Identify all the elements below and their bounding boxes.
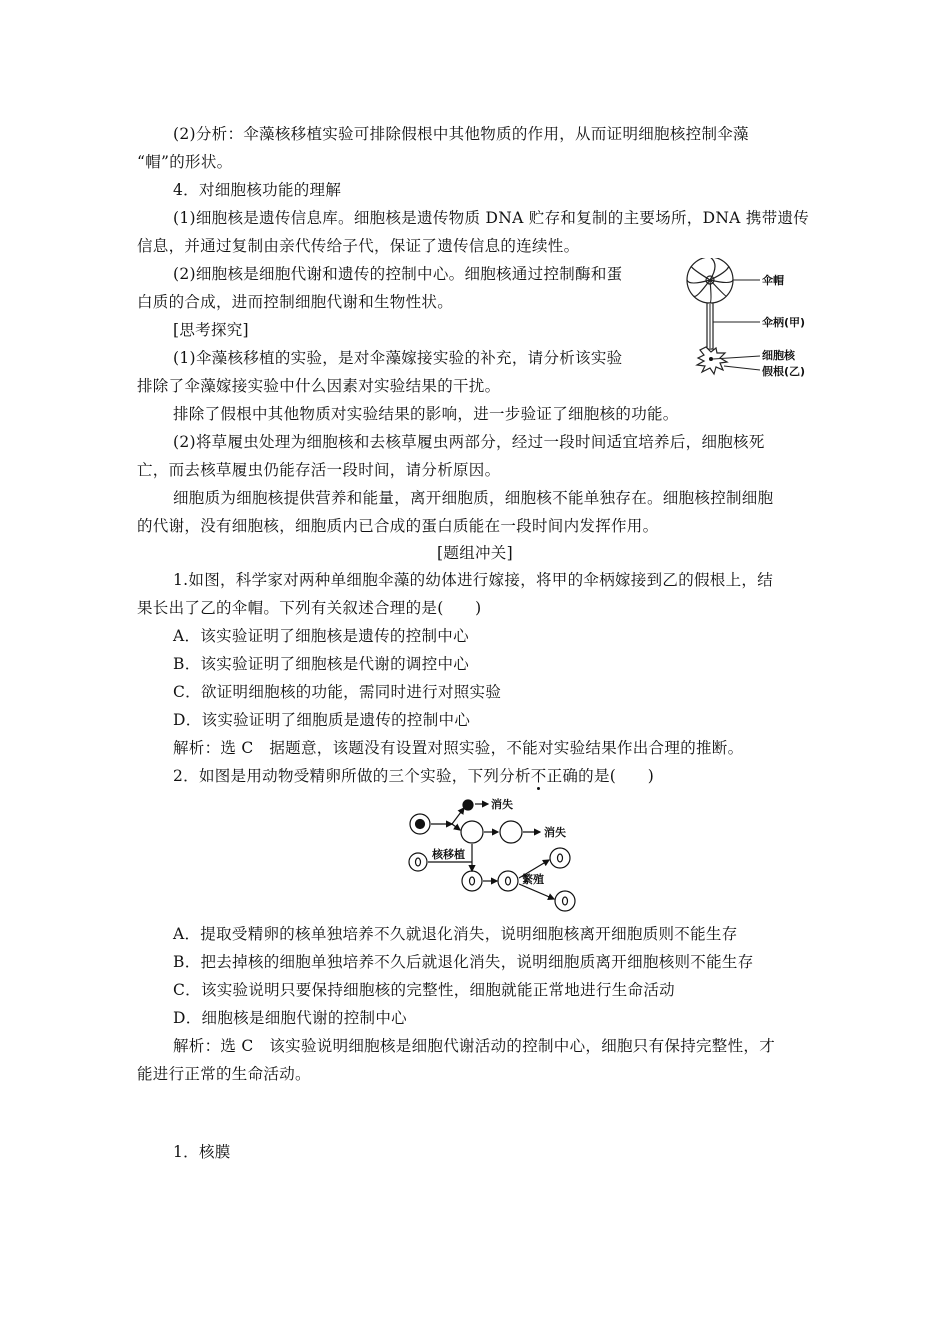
text-line: 亡，而去核草履虫仍能存活一段时间，请分析原因。 <box>137 461 501 479</box>
umbrella-alga-figure <box>680 258 820 383</box>
option-c: C．该实验说明只要保持细胞核的完整性，细胞就能正常地进行生命活动 <box>173 981 675 999</box>
option-d: D．细胞核是细胞代谢的控制中心 <box>173 1009 407 1027</box>
recombined-cell <box>462 871 482 891</box>
answer-line: 解析：选 C 该实验说明细胞核是细胞代谢活动的控制中心，细胞只有保持完整性，才 <box>173 1037 775 1055</box>
text-line: (2)将草履虫处理为细胞核和去核草履虫两部分，经过一段时间适宜培养后，细胞核死 <box>173 433 765 451</box>
text-line: 白质的合成，进而控制细胞代谢和生物性状。 <box>137 293 454 311</box>
rhizoid-drawing <box>697 347 727 374</box>
text-line: 细胞质为细胞核提供营养和能量，离开细胞质，细胞核不能单独存在。细胞核控制细胞 <box>173 489 774 507</box>
transplant-label: 核移植 <box>432 848 465 861</box>
nucleus-label: 细胞核 <box>762 349 795 362</box>
text-line: (2)分析：伞藻核移植实验可排除假根中其他物质的作用，从而证明细胞核控制伞藻 <box>173 125 749 143</box>
section-heading: 4．对细胞核功能的理解 <box>173 181 342 199</box>
option-b: B．该实验证明了细胞核是代谢的调控中心 <box>173 655 470 673</box>
question-line: 1.如图，科学家对两种单细胞伞藻的幼体进行嫁接，将甲的伞柄嫁接到乙的假根上，结 <box>173 571 773 589</box>
answer-line: 解析：选 C 据题意，该题没有设置对照实验，不能对实验结果作出合理的推断。 <box>173 739 744 757</box>
option-d: D．该实验证明了细胞质是遗传的控制中心 <box>173 711 471 729</box>
reproduce-label: 繁殖 <box>522 873 544 886</box>
question-text: 2．如图是用动物受精卵所做的三个实验，下列分析 <box>173 767 531 785</box>
text-line: “帽”的形状。 <box>137 153 233 171</box>
question-text: 正确的是( ) <box>546 767 655 785</box>
option-a: A．提取受精卵的核单独培养不久就退化消失，说明细胞核离开细胞质则不能生存 <box>173 925 738 943</box>
disappear-label-2: 消失 <box>544 826 566 839</box>
text-line: 的代谢，没有细胞核，细胞质内已合成的蛋白质能在一段时间内发挥作用。 <box>137 517 659 535</box>
offspring-cell <box>555 891 575 911</box>
donor-cell <box>409 853 427 871</box>
question-line <box>173 766 654 786</box>
enucleated-cell <box>500 821 522 843</box>
cap-label: 伞帽 <box>762 274 784 287</box>
text-line: 信息，并通过复制由亲代传给子代，保证了遗传信息的连续性。 <box>137 237 580 255</box>
umbrella-cap-drawing <box>687 258 733 303</box>
isolated-nucleus <box>463 800 473 810</box>
text-line: (2)细胞核是细胞代谢和遗传的控制中心。细胞核通过控制酶和蛋 <box>173 265 623 283</box>
section-heading: 1．核膜 <box>173 1143 231 1161</box>
text-line: 排除了假根中其他物质对实验结果的影响，进一步验证了细胞核的功能。 <box>173 405 679 423</box>
disappear-label-1: 消失 <box>491 798 513 811</box>
text-line: (1)伞藻核移植的实验，是对伞藻嫁接实验的补充，请分析该实验 <box>173 349 623 367</box>
egg-experiment-figure <box>400 794 590 914</box>
option-b: B．把去掉核的细胞单独培养不久后就退化消失，说明细胞质离开细胞核则不能生存 <box>173 953 754 971</box>
emphasis-char: 不 <box>530 767 547 785</box>
section-heading: [题组冲关] <box>437 544 513 562</box>
stalk-label: 伞柄(甲) <box>762 316 806 329</box>
text-line: (1)细胞核是遗传信息库。细胞核是遗传物质 DNA 贮存和复制的主要场所，DNA 携带遗传 <box>173 209 810 227</box>
rhizoid-label: 假根(乙) <box>762 365 806 378</box>
enucleated-cell <box>461 821 483 843</box>
text-line: 能进行正常的生命活动。 <box>137 1065 311 1083</box>
option-c: C．欲证明细胞核的功能，需同时进行对照实验 <box>173 683 502 701</box>
offspring-cell <box>550 848 570 868</box>
question-line: 果长出了乙的伞帽。下列有关叙述合理的是( ) <box>137 599 482 617</box>
option-a: A．该实验证明了细胞核是遗传的控制中心 <box>173 627 469 645</box>
recombined-cell <box>498 871 518 891</box>
section-heading: [思考探究] <box>173 321 249 339</box>
stalk-drawing <box>707 303 713 349</box>
text-line: 排除了伞藻嫁接实验中什么因素对实验结果的干扰。 <box>137 377 501 395</box>
